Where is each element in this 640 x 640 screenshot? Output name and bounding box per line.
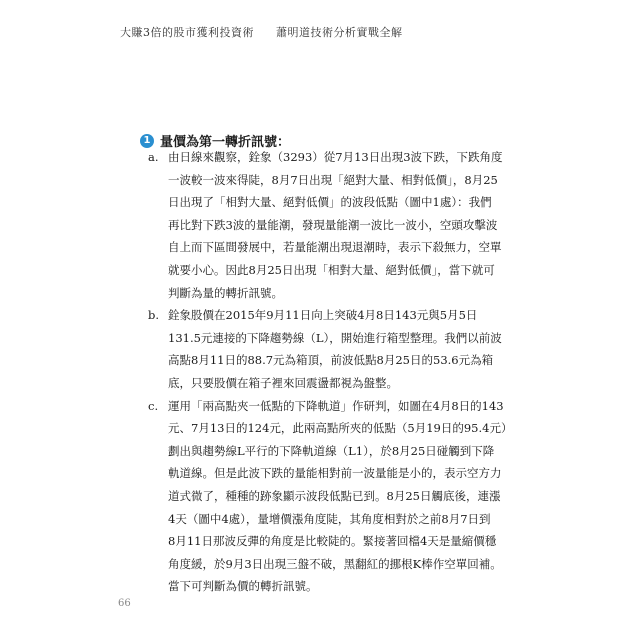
text-line: 銓象股價在2015年9月11日向上突破4月8日143元與5月5日 bbox=[168, 308, 478, 323]
item-list bbox=[148, 146, 513, 598]
section-title: 量價為第一轉折訊號： bbox=[160, 135, 291, 150]
text-line: 高點8月11日的88.7元為箱頂，前波低點8月25日的53.6元為箱 bbox=[168, 353, 494, 368]
list-item bbox=[148, 304, 504, 394]
paragraph bbox=[168, 146, 504, 304]
paragraph bbox=[168, 304, 504, 394]
text-line: 元、7月13日的124元，此兩高點所夾的低點（5月19日的95.4元） bbox=[168, 421, 513, 436]
text-line: 4天（圖中4處），量增價漲角度陡，其角度相對於之前8月7日到 bbox=[168, 511, 491, 526]
text-line: 131.5元連接的下降趨勢線（L），開始進行箱型整理。我們以前波 bbox=[168, 330, 502, 345]
text-line: 就要小心。因此8月25日出現「相對大量、絕對低價」，當下就可 bbox=[168, 262, 495, 277]
text-line: 8月11日那波反彈的角度是比較陡的。緊接著回檔4天是量縮價穩 bbox=[168, 534, 497, 549]
book-title: 大賺3倍的股市獲利投資術 bbox=[120, 26, 254, 39]
running-header bbox=[120, 24, 403, 40]
text-line: 道式微了，種種的跡象顯示波段低點已到。8月25日觸底後，連漲 bbox=[168, 488, 501, 503]
list-item bbox=[148, 395, 513, 598]
chapter-title: 蕭明道技術分析實戰全解 bbox=[276, 26, 403, 39]
text-line: 劃出與趨勢線L平行的下降軌道線（L1），於8月25日碰觸到下降 bbox=[168, 443, 495, 458]
text-line: 自上而下區間發展中，若量能潮出現退潮時，表示下殺無力，空單 bbox=[168, 240, 502, 255]
text-line: 一波較一波來得陡，8月7日出現「絕對大量、相對低價」，8月25 bbox=[168, 172, 498, 187]
text-line: 由日線來觀察，銓象（3293）從7月13日出現3波下跌，下跌角度 bbox=[168, 150, 503, 164]
text-line: 判斷為量的轉折訊號。 bbox=[168, 285, 283, 300]
section-number-badge: 1 bbox=[140, 134, 154, 148]
text-line: 角度緩，於9月3日出現三盤不破，黑翻紅的挪根K棒作空單回補。 bbox=[168, 556, 502, 571]
list-item bbox=[148, 146, 504, 304]
text-line: 軌道線。但是此波下跌的量能相對前一波量能是小的，表示空方力 bbox=[168, 466, 502, 481]
text-line: 底，只要股價在箱子裡來回震盪都視為盤整。 bbox=[168, 375, 398, 390]
list-item-marker: a. bbox=[148, 150, 159, 164]
list-item-marker: b. bbox=[148, 308, 160, 323]
page-number: 66 bbox=[118, 598, 131, 609]
text-line: 運用「兩高點夾一低點的下降軌道」作研判，如圖在4月8日的143 bbox=[168, 398, 504, 413]
list-item-marker: c. bbox=[148, 398, 159, 413]
paragraph bbox=[168, 395, 512, 598]
text-line: 日出現了「相對大量、絕對低價」的波段低點（圖中1處）：我們 bbox=[168, 195, 492, 210]
text-line: 當下可判斷為價的轉折訊號。 bbox=[168, 579, 318, 594]
text-line: 再比對下跌3波的量能潮，發現量能潮一波比一波小，空頭攻擊波 bbox=[168, 217, 498, 232]
